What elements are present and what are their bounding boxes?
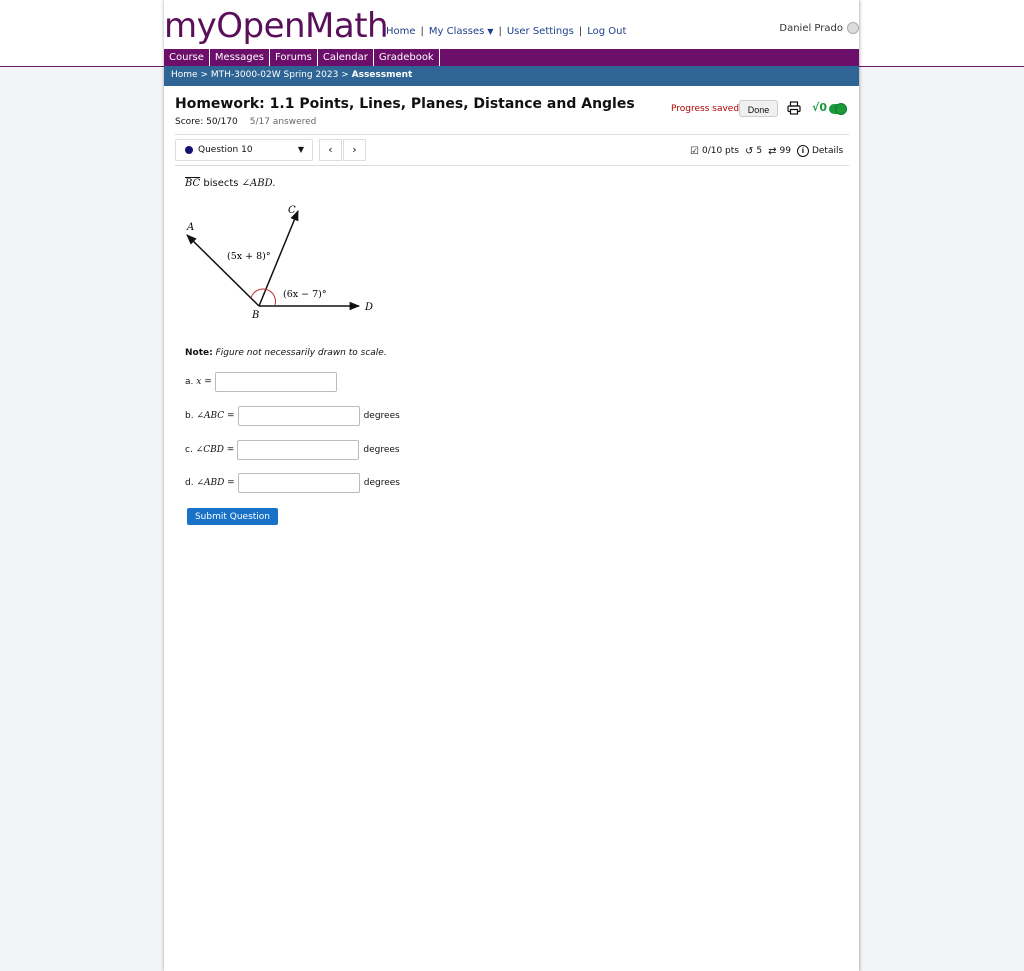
nav-user-settings-link[interactable]: User Settings — [506, 26, 574, 37]
answer-input-abc[interactable] — [238, 406, 360, 426]
question-status-dot-icon — [185, 146, 193, 154]
segment-label: $\overline{BC}$ — [185, 178, 201, 189]
answer-input-cbd[interactable] — [237, 440, 359, 460]
previous-question-button[interactable]: ‹ — [319, 139, 342, 161]
breadcrumb — [164, 66, 859, 86]
retries-count: 5 — [756, 146, 763, 156]
menu-course[interactable]: Course — [164, 49, 210, 66]
part-label: d. — [185, 478, 194, 488]
part-label: a. — [185, 377, 194, 387]
retry-icon: ↺ — [744, 145, 754, 157]
points-value: 0/10 pts — [701, 146, 739, 156]
regenerate-icon: ⇄ — [768, 145, 777, 157]
user-name: Daniel Prado — [779, 22, 843, 34]
breadcrumb-course[interactable]: MTH-3000-02W Spring 2023 — [210, 70, 339, 80]
angle-label: ∠ABD. — [241, 178, 276, 189]
breadcrumb-separator: > — [200, 70, 208, 80]
user-avatar-icon[interactable] — [847, 22, 859, 34]
regens-count: 99 — [779, 146, 791, 156]
user-menu[interactable] — [779, 22, 859, 34]
answer-part-b — [185, 406, 400, 426]
bisects-text: bisects — [200, 178, 242, 189]
course-menubar — [164, 49, 859, 66]
answer-part-d — [185, 473, 400, 493]
score-line — [175, 117, 316, 127]
menu-forums[interactable]: Forums — [270, 49, 318, 66]
checkbox-icon: ☑ — [690, 145, 699, 157]
nav-my-classes-link[interactable]: My Classes — [428, 26, 485, 37]
nav-home-link[interactable]: Home — [386, 26, 416, 37]
angle-label-cbd: (6x − 7)° — [283, 289, 327, 300]
top-nav — [386, 26, 626, 37]
answer-input-abd[interactable] — [238, 473, 360, 493]
question-status — [690, 145, 843, 157]
point-label-c: C — [288, 205, 296, 216]
question-select-value: Question 10 — [198, 145, 253, 155]
part-expression: ∠ABC = — [196, 411, 235, 421]
math-entry-icon[interactable]: √0 — [812, 101, 827, 114]
answer-part-a — [185, 372, 337, 392]
dropdown-arrow-icon: ▼ — [297, 145, 304, 154]
menu-gradebook[interactable]: Gradebook — [374, 49, 440, 66]
point-label-a: A — [187, 222, 195, 233]
angle-figure — [179, 195, 389, 325]
part-label: c. — [185, 445, 193, 455]
answer-input-x[interactable] — [215, 372, 337, 392]
math-entry-toggle[interactable] — [829, 104, 847, 114]
question-select[interactable] — [175, 139, 313, 161]
question-statement — [185, 178, 275, 189]
part-expression: ∠ABD = — [196, 478, 235, 488]
part-expression: ∠CBD = — [195, 445, 235, 455]
print-icon[interactable] — [787, 101, 801, 115]
submit-question-button[interactable]: Submit Question — [187, 508, 278, 525]
progress-saved-status: Progress saved — [671, 104, 740, 114]
note-label: Note: — [185, 348, 213, 358]
divider — [175, 165, 849, 166]
angle-label-abc: (5x + 8)° — [227, 251, 271, 262]
chevron-down-icon[interactable]: ▼ — [487, 27, 494, 36]
note-text: Figure not necessarily drawn to scale. — [212, 348, 387, 358]
nav-log-out-link[interactable]: Log Out — [587, 26, 627, 37]
nav-separator: | — [420, 26, 424, 37]
score-value: Score: 50/170 — [175, 117, 238, 127]
unit-label: degrees — [363, 411, 400, 421]
nav-separator: | — [578, 26, 583, 37]
nav-separator: | — [498, 26, 502, 37]
unit-label: degrees — [363, 478, 400, 488]
page-title: Homework: 1.1 Points, Lines, Planes, Distance and Angles — [175, 96, 635, 112]
figure-note — [185, 348, 387, 358]
point-label-d: D — [365, 302, 374, 313]
part-label: b. — [185, 411, 194, 421]
page-container — [164, 0, 859, 971]
toggle-knob — [835, 103, 847, 115]
info-icon[interactable]: i — [797, 145, 809, 157]
unit-label: degrees — [363, 445, 400, 455]
done-button[interactable]: Done — [739, 100, 778, 117]
divider — [175, 134, 849, 135]
point-label-b: B — [252, 310, 260, 321]
breadcrumb-current: Assessment — [351, 70, 413, 80]
menu-calendar[interactable]: Calendar — [318, 49, 374, 66]
next-question-button[interactable]: › — [343, 139, 366, 161]
details-link[interactable]: Details — [811, 146, 844, 156]
part-expression: x = — [196, 377, 212, 387]
menu-messages[interactable]: Messages — [210, 49, 270, 66]
answer-part-c — [185, 440, 400, 460]
logo-text: myOpenMath — [164, 6, 389, 46]
ray-ba — [187, 235, 259, 306]
breadcrumb-home[interactable]: Home — [171, 70, 198, 80]
answered-count: 5/17 answered — [249, 117, 317, 127]
breadcrumb-separator: > — [341, 70, 349, 80]
